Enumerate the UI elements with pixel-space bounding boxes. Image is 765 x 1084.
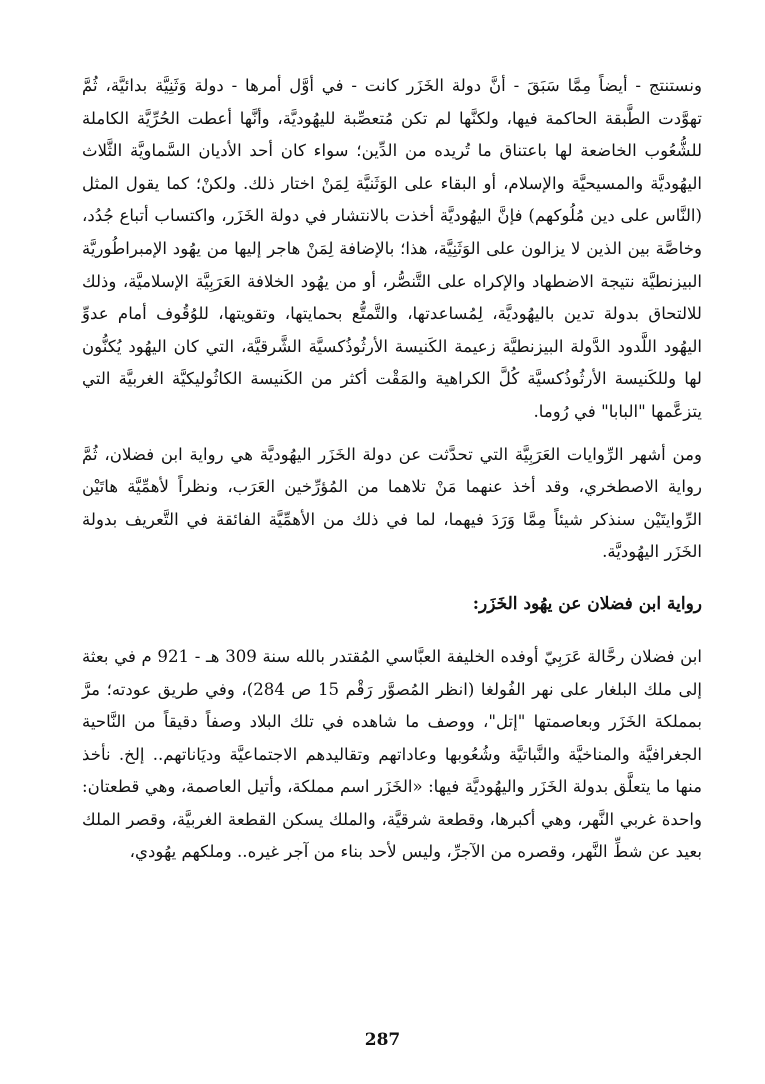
page-number: 287	[364, 1030, 401, 1050]
page-body	[82, 70, 702, 869]
section-heading: رواية ابن فضلان عن يهُود الخَزَر:	[472, 593, 702, 614]
paragraph-3: ابن فضلان رحَّالة عَرَبِيّ أوفده الخليفة العبَّاسي المُقتدر بالله سنة 309 هـ - 921 م في بعثة إلى ملك البلغار على نهر الفُولغا (انظر المُصوَّر رَقْم 15 ص 284)، وفي طريق عودته؛ مرَّ بمملكة الخَزَر وبعاصمتها "إتل"، ووصف ما شاهده في تلك البلاد وصفاً دقيقاً من النَّاحية الجغرافيَّة والمناخيَّة والنَّباتيَّة وشُعُوبها وعاداتهم وتقاليدهم الاجتماعيَّة وديَاناتهم.. إلخ. نأخذ منها ما يتعلَّق بدولة الخَزَر واليهُوديَّة فيها: «الخَزَر اسم مملكة، وأتيل العاصمة، وهي قطعتان: واحدة غربي النَّهر، وهي أكبرها، وقطعة شرقيَّة، والملك يسكن القطعة الغربيَّة، وقصر الملك بعيد عن شطِّ النَّهر، وقصره من الآجرِّ، وليس لأحد بناء من آجر غيره.. وملكهم يهُودي،	[82, 646, 703, 862]
paragraph-1: ونستنتج - أيضاً مِمَّا سَبَقَ - أنَّ دولة الخَزَر كانت - في أوَّل أمرها - دولة وَثَنِيَّة بدائيَّة، ثُمَّ تهوَّدت الطَّبقة الحاكمة فيها، ولكنَّها لم تكن مُتعصِّبة لليهُوديَّة، وأنَّها أعطت الحُرِّيَّة الكاملة للشُّعُوب الخاضعة لها باعتناق ما تُريده من الدِّين؛ سواء كان أحد الأديان السَّماويَّة الثَّلاث اليهُوديَّة والمسيحيَّة والإسلام، أو البقاء على الوَثَنيَّة لِمَنْ اختار ذلك. ولكنْ؛ كما يقول المثل (النَّاس على دين مُلُوكهم) فإنَّ اليهُوديَّة أخذت بالانتشار في دولة الخَزَر، واكتساب أتباع جُدُد، وخاصَّة بين الذين لا يزالون على الوَثَنِيَّة، هذا؛ بالإضافة لِمَنْ هاجر إليها من يهُود الإمبراطُوريَّة البيزنطيَّة نتيجة الاضطهاد والإكراه على التَّنصُّر، أو من يهُود الخلافة العَرَبِيَّة الإسلاميَّة، وذلك للالتحاق بدولة تدين باليهُوديَّة، لِمُساعدتها، والتَّمتُّع بحمايتها، وتقويتها، للوُقُوف أمام عدوِّ اليهُود اللَّدود الدَّولة البيزنطيَّة زعيمة الكَنيسة الأرثُوذُكسيَّة الشَّرقيَّة، التي كان اليهُود يُكنُّون لها وللكَنيسة الأرثُوذُكسيَّة كُلَّ الكراهية والمَقْت أكثر من الكَنيسة الكاثُوليكيَّة الغربيَّة التي يتزعَّمها "البابا" في رُوما.	[82, 76, 702, 421]
paragraph-2: ومن أشهر الرِّوايات العَرَبِيَّة التي تحدَّثت عن دولة الخَزَر اليهُوديَّة هي رواية ابن فضلان، ثُمَّ رواية الاصطخري، وقد أخذ عنهما مَنْ تلاهما من المُؤرِّخين العَرَب، ونظراً لأهمِّيَّة هاتَيْن الرِّوايتَيْن سنذكر شيئاً مِمَّا وَرَدَ فيهما، لما في ذلك من الأهمِّيَّة الفائقة في التَّعريف بدولة الخَزَر اليهُوديَّة.	[82, 444, 702, 562]
